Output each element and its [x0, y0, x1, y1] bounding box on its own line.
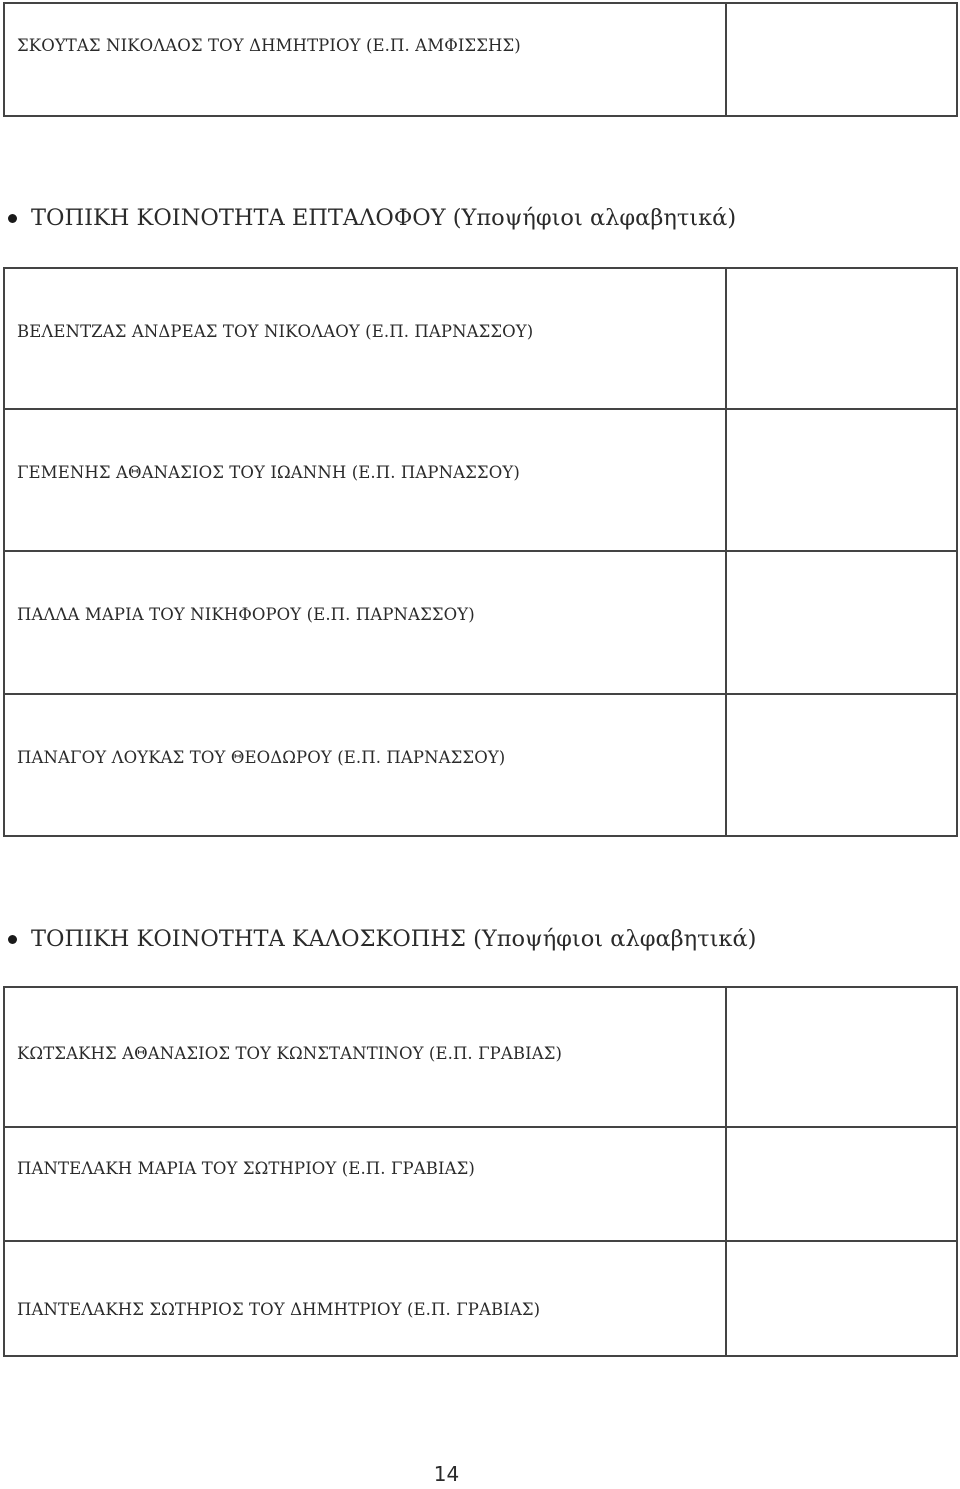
vote-cell	[726, 268, 957, 409]
vote-cell	[726, 1127, 957, 1241]
candidate-name: ΠΑΛΛΑ ΜΑΡΙΑ ΤΟΥ ΝΙΚΗΦΟΡΟΥ (Ε.Π. ΠΑΡΝΑΣΣΟΥ)	[17, 605, 475, 624]
bullet-icon	[8, 935, 17, 944]
table-row	[4, 694, 957, 836]
section-heading-text: ΤΟΠΙΚΗ ΚΟΙΝΟΤΗΤΑ ΚΑΛΟΣΚΟΠΗΣ (Υποψήφιοι αλφαβητικά)	[31, 926, 757, 952]
candidate-name-cell	[4, 1241, 726, 1356]
candidate-name: ΣΚΟΥΤΑΣ ΝΙΚΟΛΑΟΣ ΤΟΥ ΔΗΜΗΤΡΙΟΥ (Ε.Π. ΑΜΦΙΣΣΗΣ)	[17, 36, 521, 55]
vote-cell	[726, 551, 957, 694]
candidates-table-eptalofos	[3, 267, 958, 837]
vote-cell	[726, 694, 957, 836]
table-row	[4, 1241, 957, 1356]
section-heading-kaloskopi	[4, 926, 756, 952]
table-row	[4, 3, 957, 116]
candidate-name-cell	[4, 694, 726, 836]
table-row	[4, 409, 957, 551]
candidate-name: ΒΕΛΕΝΤΖΑΣ ΑΝΔΡΕΑΣ ΤΟΥ ΝΙΚΟΛΑΟΥ (Ε.Π. ΠΑΡΝΑΣΣΟΥ)	[17, 322, 534, 341]
candidate-name-cell	[4, 987, 726, 1127]
vote-cell	[726, 3, 957, 116]
candidates-table-top	[3, 2, 958, 117]
bullet-icon	[8, 214, 17, 223]
candidate-name: ΠΑΝΑΓΟΥ ΛΟΥΚΑΣ ΤΟΥ ΘΕΟΔΩΡΟΥ (Ε.Π. ΠΑΡΝΑΣΣΟΥ)	[17, 748, 506, 767]
table-row	[4, 987, 957, 1127]
candidate-name-cell	[4, 1127, 726, 1241]
candidate-name: ΠΑΝΤΕΛΑΚΗ ΜΑΡΙΑ ΤΟΥ ΣΩΤΗΡΙΟΥ (Ε.Π. ΓΡΑΒΙΑΣ)	[17, 1159, 475, 1178]
page-number: 14	[433, 1462, 460, 1486]
section-heading-text: ΤΟΠΙΚΗ ΚΟΙΝΟΤΗΤΑ ΕΠΤΑΛΟΦΟΥ (Υποψήφιοι αλφαβητικά)	[31, 205, 737, 231]
candidate-name: ΚΩΤΣΑΚΗΣ ΑΘΑΝΑΣΙΟΣ ΤΟΥ ΚΩΝΣΤΑΝΤΙΝΟΥ (Ε.Π. ΓΡΑΒΙΑΣ)	[17, 1044, 563, 1063]
table-row	[4, 1127, 957, 1241]
candidate-name-cell	[4, 551, 726, 694]
vote-cell	[726, 1241, 957, 1356]
vote-cell	[726, 987, 957, 1127]
candidate-name-cell	[4, 409, 726, 551]
table-row	[4, 551, 957, 694]
candidate-name: ΓΕΜΕΝΗΣ ΑΘΑΝΑΣΙΟΣ ΤΟΥ ΙΩΑΝΝΗ (Ε.Π. ΠΑΡΝΑΣΣΟΥ)	[17, 463, 520, 482]
candidates-table-kaloskopi	[3, 986, 958, 1357]
candidate-name: ΠΑΝΤΕΛΑΚΗΣ ΣΩΤΗΡΙΟΣ ΤΟΥ ΔΗΜΗΤΡΙΟΥ (Ε.Π. ΓΡΑΒΙΑΣ)	[17, 1300, 541, 1319]
candidate-name-cell	[4, 3, 726, 116]
candidate-name-cell	[4, 268, 726, 409]
table-row	[4, 268, 957, 409]
vote-cell	[726, 409, 957, 551]
section-heading-eptalofos	[4, 205, 736, 231]
